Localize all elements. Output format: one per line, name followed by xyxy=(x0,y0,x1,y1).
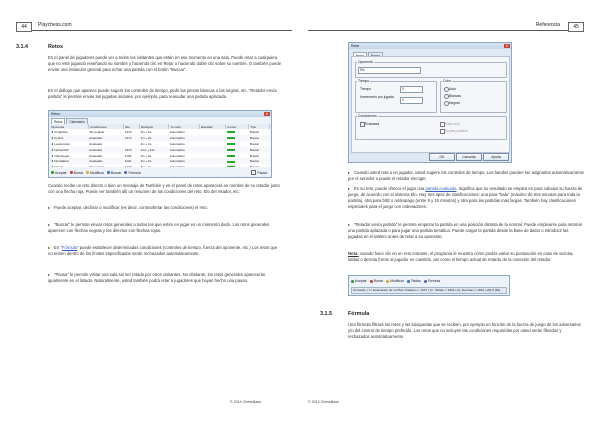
increment-input[interactable]: 0 xyxy=(400,97,423,104)
modify-challenge-button[interactable] xyxy=(386,279,404,283)
left-page-number: 44 xyxy=(16,22,32,32)
table-cell xyxy=(200,164,226,167)
table-cell: 1m + 0s xyxy=(140,135,169,141)
opponent-name: Leedemann xyxy=(54,141,71,146)
table-cell: 1122 xyxy=(124,158,140,164)
formula-challenge-label: Fórmula xyxy=(427,279,441,283)
retar-bullet-2-pre: En su reto, puede ofrecer el jugar una xyxy=(354,186,426,191)
table-cell: Buscar xyxy=(249,135,270,141)
modify-challenge-label: Modificar xyxy=(390,279,404,283)
pause-checkbox[interactable] xyxy=(251,170,267,175)
section-title-formula: Fórmula xyxy=(348,311,370,317)
arrow-down-icon: ⬇ xyxy=(51,153,55,158)
search-icon xyxy=(107,171,110,174)
table-cell: Evaluada xyxy=(88,147,123,153)
accept-button-label: Aceptar xyxy=(55,170,67,175)
table-cell xyxy=(88,164,123,167)
color-group-label: Color xyxy=(443,79,452,83)
opponent-name: Obersteger xyxy=(54,153,70,158)
table-cell: Buscar xyxy=(249,147,270,153)
section-number-formula: 3.1.5 xyxy=(320,311,332,317)
rating-bar xyxy=(227,131,235,133)
formula-link[interactable]: Fórmula xyxy=(61,245,78,250)
rated-label: Evaluada xyxy=(365,121,380,126)
arrow-down-icon: ⬇ xyxy=(51,159,55,164)
pause-checkbox-label: Pausa xyxy=(257,170,267,175)
rating-bar xyxy=(227,143,235,145)
retos-bullet-3-pre: En " xyxy=(54,245,62,250)
formula-challenge-button[interactable] xyxy=(424,279,440,283)
color-white-label: Blancas xyxy=(449,93,462,98)
table-cell xyxy=(169,164,200,167)
conditions-group xyxy=(355,116,507,140)
left-header-title: Playchess.com xyxy=(38,22,72,28)
table-cell: 3m + 0s xyxy=(140,153,152,158)
retar-bullet-1-text: Cuando usted reta a un jugador, usted sugiere los controles de tiempo. Los bandos pueden ser asignados automáticamente por el servidor o puede el retador escoger. xyxy=(348,170,584,181)
cross-icon xyxy=(70,171,73,174)
challenges-table xyxy=(50,124,270,167)
challenge-dialog xyxy=(348,42,512,163)
table-cell: 3m + 0s xyxy=(140,129,152,134)
retos-bullet-4-text: "Pausa" le permite visitar una sala sin ser retado por otros visitantes. No obstante, los retos generales aparecerán igualmente en el listado. Naturalmente, usted también podrá retar a jugadores que hayan hecho una pausa. xyxy=(48,272,266,283)
table-cell: 3m + 2s xyxy=(140,158,169,164)
ok-button[interactable]: OK xyxy=(429,153,455,161)
check-icon xyxy=(351,280,354,283)
cross-icon xyxy=(370,280,373,283)
increment-label-text: Incremento por jugada xyxy=(360,95,396,99)
table-cell xyxy=(226,164,249,167)
retos-bullet-4 xyxy=(48,272,282,284)
column-header[interactable]: Elo xyxy=(124,124,140,129)
time-input[interactable]: 5 xyxy=(400,86,423,93)
color-auto-label: Auto xyxy=(449,86,456,91)
left-footer: © 2014 ChessBase xyxy=(230,400,262,404)
pencil-icon xyxy=(86,171,89,174)
right-page xyxy=(300,0,600,424)
table-cell: Buscar xyxy=(249,141,260,146)
arrow-bullet-icon xyxy=(48,207,50,209)
table-cell xyxy=(124,164,140,167)
pause-checkbox-box[interactable] xyxy=(251,170,256,175)
column-header[interactable]: Refugios xyxy=(140,124,169,129)
formula-button[interactable] xyxy=(124,171,140,175)
challenge-dialog-panel xyxy=(351,56,510,153)
table-cell: Buscar xyxy=(249,158,270,164)
retos-bullet-2 xyxy=(48,222,282,234)
challenge-dialog-title: Retar xyxy=(349,43,511,49)
table-cell xyxy=(140,164,169,167)
rating-bar xyxy=(227,155,235,157)
color-black-label: Negras xyxy=(449,100,460,105)
retos-bullet-3 xyxy=(48,245,282,257)
retar-bullet-3-text: "Retador envía partida" le permite empezar la partida en una posición distinta de la normal. Puede emplearse para retomar una partida aplazada o para jugar una partida temática. Puede cargar la partida desde la base de datos o introducir las jugadas en el tablero antes de retar a su oponente. xyxy=(348,222,583,239)
table-row[interactable] xyxy=(50,164,270,167)
time-label: Tiempo xyxy=(360,87,372,91)
arrow-down-icon: ⬇ xyxy=(51,141,55,146)
opponent-name xyxy=(54,165,63,167)
opponent-name: NorbertKR xyxy=(54,147,69,152)
seek-button-label: Buscar xyxy=(110,170,122,175)
right-page-number: 45 xyxy=(568,22,584,32)
challenges-window-title: Retos xyxy=(49,111,271,117)
column-header[interactable]: Correc. xyxy=(226,124,249,129)
note-label: Nota: xyxy=(348,251,359,256)
table-cell: Evaluada xyxy=(88,135,123,141)
formula-button-label: Fórmula xyxy=(128,170,141,175)
table-cell: Automático xyxy=(169,135,200,141)
arrow-bullet-icon xyxy=(48,224,50,226)
table-cell: Automático xyxy=(169,153,185,158)
close-icon[interactable]: ✕ xyxy=(505,43,509,48)
conditions-group-label: Condiciones xyxy=(358,114,377,118)
send-position-label: Enviar posición xyxy=(445,128,468,133)
delete-button[interactable] xyxy=(70,171,83,175)
formula-paragraph: Una fórmula filtrará los retos y las búsquedas que se reciben, por ejemplo en función de la fuerza de juego de los adversarios y/o del control de tiempo preferido. Los retos que no incluyen las condiciones requeridas por usted serán filtrados y rechazados automáticamente. xyxy=(348,322,581,339)
table-cell: Automático xyxy=(169,147,200,153)
arrow-down-icon: ⬇ xyxy=(51,147,55,152)
retos-bullet-2-text: "Buscar" le permite enviar retos generales a todos los que estén en jugar en un momento dado. Los retos generales aparecen con flechas negras y los directos con flechas rojas. xyxy=(48,222,270,233)
help-button[interactable]: Ayuda xyxy=(483,153,509,161)
cancel-button[interactable]: Cancelar xyxy=(456,153,482,161)
arrow-down-icon: ⬇ xyxy=(51,129,55,134)
left-header xyxy=(16,22,292,31)
formula-icon xyxy=(124,171,127,174)
accept-challenge-label: Aceptar xyxy=(355,279,367,283)
opponent-name: Knighttour xyxy=(54,129,69,134)
table-cell xyxy=(249,164,270,167)
column-header[interactable]: Condiciones xyxy=(88,124,123,129)
retar-bullet-1 xyxy=(348,170,584,182)
table-cell: Buscar xyxy=(249,129,260,134)
table-challenge-button[interactable] xyxy=(407,279,421,283)
table-cell: 1415 xyxy=(124,129,132,134)
challenges-tabs xyxy=(49,117,271,124)
tab-calendario[interactable]: Calendario xyxy=(66,118,87,124)
arrow-bullet-icon xyxy=(48,247,50,249)
arrow-bullet-icon xyxy=(48,274,50,276)
close-icon[interactable]: ✕ xyxy=(265,111,269,116)
table-cell: Sin evaluar xyxy=(89,129,105,134)
rating-bar xyxy=(227,166,235,167)
formula-icon xyxy=(424,280,427,283)
section-number-retos: 3.1.4 xyxy=(16,44,28,50)
table-cell: Evaluada xyxy=(89,141,102,146)
retar-bullet-2-post: . Significa que su resultado se emplea en para calcular su fuerza de juego, de acuerdo con el sistema Elo. Hay tres tipos de clasificaciones: una para "bala" (máximo de tres minutos para toda la partida), otra para blitz o relámpago (entre 5 y 15 minutos) y otra para las partidas más largas. También hay clasificaciones especiales para el juego con ordenadores. xyxy=(348,186,583,209)
rated-game-link[interactable]: partida evaluada xyxy=(425,186,457,191)
table-cell: Evaluada xyxy=(89,153,102,158)
arrow-bullet-icon xyxy=(348,188,350,190)
right-header xyxy=(308,22,584,31)
modify-button-label: Modificar xyxy=(90,170,104,175)
check-icon xyxy=(51,171,54,174)
arrow-bullet-icon xyxy=(348,172,350,174)
table-cell: Automático xyxy=(169,158,200,164)
table-cell: Automático xyxy=(169,141,185,146)
rating-bar xyxy=(227,161,235,163)
modify-button[interactable] xyxy=(86,171,104,175)
accept-challenge-button[interactable] xyxy=(351,279,367,283)
table-cell xyxy=(50,164,88,167)
rating-bar xyxy=(227,137,235,139)
retos-bullet-1 xyxy=(48,205,282,211)
table-cell: Evaluada xyxy=(88,158,123,164)
arrow-down-icon: ⬇ xyxy=(51,135,55,140)
challenges-table-wrap xyxy=(50,124,270,167)
table-cell: Automático xyxy=(169,129,185,134)
rating-bar xyxy=(227,149,235,151)
accept-button[interactable] xyxy=(51,171,67,175)
challenges-toolbar xyxy=(49,168,271,177)
incoming-challenge-toolbar xyxy=(349,277,509,285)
delete-button-label: Borrar xyxy=(73,170,84,175)
retos-bullet-1-text: Puede aceptar, declinar o modificar (es decir, contraofertar las condiciones) el reto. xyxy=(54,205,208,210)
note-paragraph xyxy=(348,251,584,263)
column-header[interactable]: Oponente xyxy=(50,124,88,129)
table-cell: 1372 xyxy=(124,147,140,153)
section-title-retos: Retos xyxy=(48,44,63,50)
note-text: cuando hace clic en un reto entrante, el programa le muestra cómo podría variar su puntuación en caso de victoria, tablas o derrota frente al jugador en cuestión, así como el tiempo actual de retardo de la conexión del retador. xyxy=(348,251,574,262)
right-footer: © 2014 ChessBase xyxy=(308,400,340,404)
retos-paragraph-1: En el panel de jugadores puede ver a todos los visitantes que están en ese momento en una sala. Puede retar a cualquiera que no esté jugando reseñando su nombre y haciendo clic en Retar o haciendo doble clic sobre su nombre. O también puede enviar una invitación general para echar una partida con el botón "Buscar". xyxy=(48,55,282,72)
right-header-title: Referencia xyxy=(535,22,560,28)
incoming-challenge-line[interactable]: Pensado y == Evaluación de su Plan: Patterns = 1937 | 3) : Tablas = 1844 (-0), Derrotas = 1822 (-20) 0 [52] xyxy=(351,287,507,294)
opponent-name: Kyolve xyxy=(54,135,64,140)
table-cell: 1272 xyxy=(124,135,140,141)
tab-retos[interactable]: Retos xyxy=(51,118,65,124)
incoming-challenge-bar xyxy=(348,275,510,296)
time-group-label: Tiempo xyxy=(358,79,370,83)
table-challenge-label: Tablas xyxy=(410,279,421,283)
retos-bullet-3-post: " puede establecer determinadas condiciones (controles de tiempo, fuerza del oponente, etc.) Los retos que no entren dentro de los límites especificados serán rechazados automáticamente. xyxy=(48,245,278,256)
pencil-icon xyxy=(386,280,389,283)
retar-bullet-2 xyxy=(348,186,584,210)
opponent-name: Duradabex xyxy=(54,159,70,164)
column-header[interactable]: Tipo xyxy=(249,124,270,129)
column-header[interactable]: Tu color xyxy=(169,124,200,129)
delete-challenge-label: Borrar xyxy=(373,279,384,283)
opponent-input[interactable]: Efs xyxy=(358,67,421,74)
opponent-label: Oponente xyxy=(358,60,373,64)
retos-paragraph-2: En el diálogo que aparece puede sugerir los controles de tiempo, pedir las piezas blancas o las negras, etc. "Retador envía partida" le permite enviar las jugadas iniciales, por ejemplo, para reanudar una partida aplazada. xyxy=(48,88,277,99)
delete-challenge-button[interactable] xyxy=(370,279,383,283)
table-cell: 1128 xyxy=(124,153,132,158)
table-cell: Buscar xyxy=(249,153,260,158)
arrow-bullet-icon xyxy=(348,224,350,226)
challenges-window xyxy=(48,110,272,178)
column-header[interactable]: Elucidas xyxy=(200,124,226,129)
table-cell: 4m + 1s xyxy=(140,141,152,146)
retar-bullet-3 xyxy=(348,222,584,240)
retos-paragraph-3: Cuando recibe un reto directo o bien un mensaje de También y en el panel de retos aparecerá en nombre de su retador junto con una flecha roja. Puede ver también allí un resumen de las condiciones del reto, Elo del retador, etc. xyxy=(48,183,280,194)
seek-button[interactable] xyxy=(107,171,122,175)
table-icon xyxy=(407,280,410,283)
use-clock-label: Usar reloj xyxy=(445,121,460,126)
table-cell: 12m + 12s xyxy=(140,147,169,153)
